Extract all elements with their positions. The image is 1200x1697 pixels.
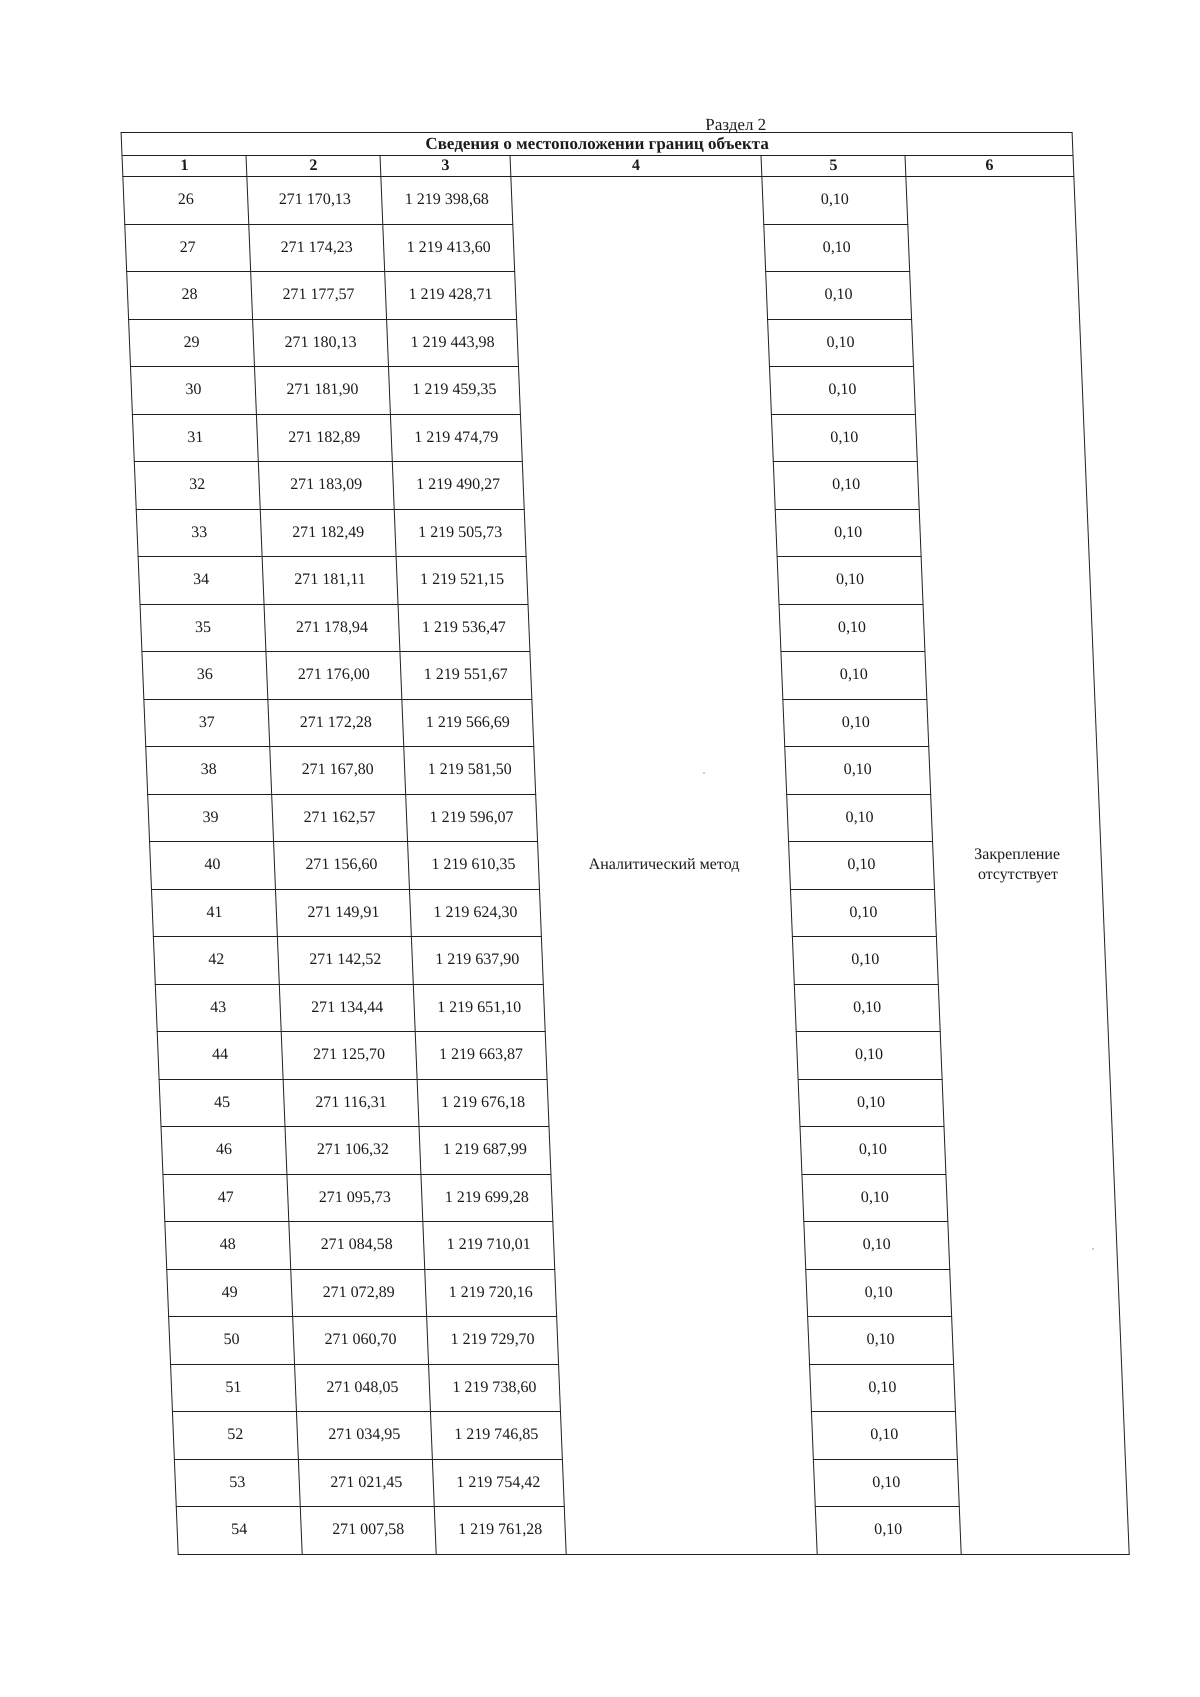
table-body — [123, 177, 1129, 1555]
x-coordinate-cell: 271 181,11 — [262, 557, 398, 605]
point-number-cell: 28 — [127, 272, 253, 320]
method-cell: Аналитический метод — [511, 177, 817, 1555]
column-number: 4 — [510, 156, 762, 177]
accuracy-cell: 0,10 — [785, 747, 931, 795]
column-number: 6 — [905, 156, 1074, 177]
y-coordinate-cell: 1 219 428,71 — [385, 272, 517, 320]
point-number-cell: 42 — [153, 937, 279, 985]
x-coordinate-cell: 271 084,58 — [289, 1222, 425, 1270]
column-number: 1 — [122, 156, 247, 177]
y-coordinate-cell: 1 219 720,16 — [425, 1269, 557, 1317]
column-number: 5 — [761, 156, 906, 177]
document-sheet — [120, 115, 1129, 1555]
y-coordinate-cell: 1 219 710,01 — [423, 1222, 555, 1270]
x-coordinate-cell: 271 106,32 — [285, 1127, 421, 1175]
y-coordinate-cell: 1 219 699,28 — [421, 1174, 553, 1222]
y-coordinate-cell: 1 219 610,35 — [408, 842, 540, 890]
y-coordinate-cell: 1 219 566,69 — [402, 699, 534, 747]
y-coordinate-cell: 1 219 443,98 — [387, 319, 519, 367]
x-coordinate-cell: 271 181,90 — [254, 367, 390, 415]
x-coordinate-cell: 271 048,05 — [295, 1364, 431, 1412]
x-coordinate-cell: 271 178,94 — [264, 604, 400, 652]
x-coordinate-cell: 271 162,57 — [272, 794, 408, 842]
accuracy-cell: 0,10 — [783, 699, 929, 747]
table-caption-row — [121, 133, 1073, 156]
y-coordinate-cell: 1 219 676,18 — [417, 1079, 549, 1127]
x-coordinate-cell: 271 021,45 — [298, 1459, 434, 1507]
point-number-cell: 35 — [140, 604, 266, 652]
table-row — [123, 177, 1076, 225]
x-coordinate-cell: 271 095,73 — [287, 1174, 423, 1222]
y-coordinate-cell: 1 219 624,30 — [409, 889, 541, 937]
point-number-cell: 53 — [174, 1459, 300, 1507]
point-number-cell: 26 — [123, 177, 249, 225]
y-coordinate-cell: 1 219 459,35 — [388, 367, 520, 415]
point-number-cell: 30 — [130, 367, 256, 415]
accuracy-cell: 0,10 — [764, 224, 910, 272]
point-number-cell: 34 — [138, 557, 264, 605]
x-coordinate-cell: 271 149,91 — [275, 889, 411, 937]
x-coordinate-cell: 271 177,57 — [251, 272, 387, 320]
x-coordinate-cell: 271 174,23 — [249, 224, 385, 272]
accuracy-cell: 0,10 — [789, 842, 935, 890]
y-coordinate-cell: 1 219 505,73 — [394, 509, 526, 557]
accuracy-cell: 0,10 — [766, 272, 912, 320]
x-coordinate-cell: 271 142,52 — [277, 937, 413, 985]
scan-speck — [1092, 1248, 1094, 1250]
y-coordinate-cell: 1 219 490,27 — [392, 462, 524, 510]
point-number-cell: 50 — [169, 1317, 295, 1365]
x-coordinate-cell: 271 167,80 — [270, 747, 406, 795]
accuracy-cell: 0,10 — [800, 1127, 946, 1175]
accuracy-cell: 0,10 — [810, 1364, 956, 1412]
y-coordinate-cell: 1 219 596,07 — [406, 794, 538, 842]
point-number-cell: 45 — [159, 1079, 285, 1127]
point-number-cell: 37 — [144, 699, 270, 747]
y-coordinate-cell: 1 219 474,79 — [390, 414, 522, 462]
x-coordinate-cell: 271 176,00 — [266, 652, 402, 700]
column-number: 3 — [380, 156, 511, 177]
x-coordinate-cell: 271 134,44 — [279, 984, 415, 1032]
accuracy-cell: 0,10 — [769, 367, 915, 415]
boundary-coordinates-table — [121, 132, 1130, 1555]
point-number-cell: 36 — [142, 652, 268, 700]
y-coordinate-cell: 1 219 651,10 — [413, 984, 545, 1032]
fixing-line-2: отсутствует — [977, 866, 1059, 884]
column-number-row — [122, 156, 1074, 177]
x-coordinate-cell: 271 007,58 — [300, 1507, 436, 1555]
accuracy-cell: 0,10 — [796, 1032, 942, 1080]
accuracy-cell: 0,10 — [768, 319, 914, 367]
point-number-cell: 48 — [165, 1222, 291, 1270]
y-coordinate-cell: 1 219 663,87 — [415, 1032, 547, 1080]
y-coordinate-cell: 1 219 687,99 — [419, 1127, 551, 1175]
y-coordinate-cell: 1 219 581,50 — [404, 747, 536, 795]
y-coordinate-cell: 1 219 551,67 — [400, 652, 532, 700]
point-number-cell: 41 — [151, 889, 277, 937]
point-number-cell: 52 — [172, 1412, 298, 1460]
accuracy-cell: 0,10 — [804, 1222, 950, 1270]
accuracy-cell: 0,10 — [773, 462, 919, 510]
scan-speck — [703, 772, 705, 774]
point-number-cell: 33 — [136, 509, 262, 557]
accuracy-cell: 0,10 — [779, 604, 925, 652]
column-number: 2 — [246, 156, 381, 177]
accuracy-cell: 0,10 — [811, 1412, 957, 1460]
accuracy-cell: 0,10 — [802, 1174, 948, 1222]
x-coordinate-cell: 271 180,13 — [253, 319, 389, 367]
table-caption: Сведения о местоположении границ объекта — [121, 133, 1073, 156]
accuracy-cell: 0,10 — [762, 177, 908, 225]
accuracy-cell: 0,10 — [794, 984, 940, 1032]
point-number-cell: 49 — [167, 1269, 293, 1317]
accuracy-cell: 0,10 — [813, 1459, 959, 1507]
point-number-cell: 29 — [129, 319, 255, 367]
y-coordinate-cell: 1 219 521,15 — [396, 557, 528, 605]
x-coordinate-cell: 271 125,70 — [281, 1032, 417, 1080]
accuracy-cell: 0,10 — [781, 652, 927, 700]
x-coordinate-cell: 271 183,09 — [258, 462, 394, 510]
y-coordinate-cell: 1 219 729,70 — [427, 1317, 559, 1365]
y-coordinate-cell: 1 219 637,90 — [411, 937, 543, 985]
point-number-cell: 47 — [163, 1174, 289, 1222]
x-coordinate-cell: 271 172,28 — [268, 699, 404, 747]
y-coordinate-cell: 1 219 413,60 — [383, 224, 515, 272]
point-number-cell: 31 — [132, 414, 258, 462]
point-number-cell: 32 — [134, 462, 260, 510]
x-coordinate-cell: 271 060,70 — [293, 1317, 429, 1365]
x-coordinate-cell: 271 182,49 — [260, 509, 396, 557]
point-number-cell: 39 — [148, 794, 274, 842]
y-coordinate-cell: 1 219 746,85 — [430, 1412, 562, 1460]
accuracy-cell: 0,10 — [775, 509, 921, 557]
point-number-cell: 27 — [125, 224, 251, 272]
accuracy-cell: 0,10 — [808, 1317, 954, 1365]
y-coordinate-cell: 1 219 754,42 — [432, 1459, 564, 1507]
section-label: Раздел 2 — [704, 115, 767, 134]
point-number-cell: 44 — [157, 1032, 283, 1080]
point-number-cell: 51 — [171, 1364, 297, 1412]
accuracy-cell: 0,10 — [798, 1079, 944, 1127]
accuracy-cell: 0,10 — [771, 414, 917, 462]
x-coordinate-cell: 271 116,31 — [283, 1079, 419, 1127]
y-coordinate-cell: 1 219 738,60 — [429, 1364, 561, 1412]
x-coordinate-cell: 271 182,89 — [256, 414, 392, 462]
accuracy-cell: 0,10 — [787, 794, 933, 842]
y-coordinate-cell: 1 219 761,28 — [434, 1507, 566, 1555]
y-coordinate-cell: 1 219 398,68 — [381, 177, 513, 225]
x-coordinate-cell: 271 156,60 — [274, 842, 410, 890]
point-number-cell: 40 — [150, 842, 276, 890]
x-coordinate-cell: 271 170,13 — [247, 177, 383, 225]
x-coordinate-cell: 271 072,89 — [291, 1269, 427, 1317]
fixing-line-1: Закрепление — [973, 846, 1061, 864]
y-coordinate-cell: 1 219 536,47 — [398, 604, 530, 652]
point-number-cell: 46 — [161, 1127, 287, 1175]
x-coordinate-cell: 271 034,95 — [296, 1412, 432, 1460]
accuracy-cell: 0,10 — [777, 557, 923, 605]
accuracy-cell: 0,10 — [815, 1507, 961, 1555]
point-number-cell: 54 — [176, 1507, 302, 1555]
accuracy-cell: 0,10 — [792, 937, 938, 985]
accuracy-cell: 0,10 — [790, 889, 936, 937]
accuracy-cell: 0,10 — [806, 1269, 952, 1317]
point-number-cell: 43 — [155, 984, 281, 1032]
point-number-cell: 38 — [146, 747, 272, 795]
